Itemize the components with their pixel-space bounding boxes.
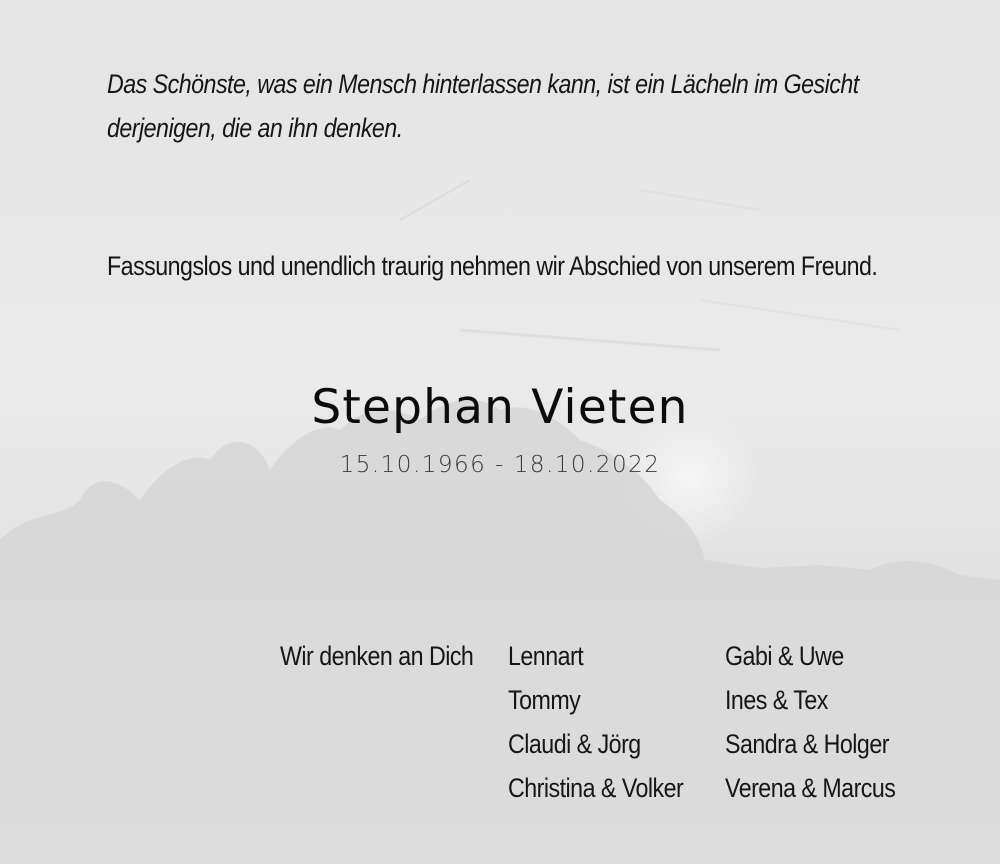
mourner-name: Tommy [508, 685, 581, 715]
memorial-quote [107, 62, 859, 150]
mourner-name: Gabi & Uwe [725, 641, 844, 671]
mourners-label: Wir denken an Dich [280, 641, 474, 671]
mourner-name: Claudi & Jörg [508, 729, 641, 759]
mourners-left-column [508, 634, 683, 810]
mourner-name: Christina & Volker [508, 773, 684, 803]
mourner-name: Ines & Tex [725, 685, 828, 715]
farewell-text: Fassungslos und unendlich traurig nehmen wir Abschied von unserem Freund. [107, 251, 878, 281]
mourner-name: Lennart [508, 641, 584, 671]
quote-line-1: Das Schönste, was ein Mensch hinterlassen kann, ist ein Lächeln im Gesicht [107, 69, 859, 99]
quote-line-2: derjenigen, die an ihn denken. [107, 113, 403, 143]
life-dates: 15.10.1966 - 18.10.2022 [339, 452, 661, 478]
deceased-name: Stephan Vieten [311, 380, 689, 435]
mourner-name: Sandra & Holger [725, 729, 889, 759]
mourners-right-column [725, 634, 895, 810]
mourner-name: Verena & Marcus [725, 773, 896, 803]
